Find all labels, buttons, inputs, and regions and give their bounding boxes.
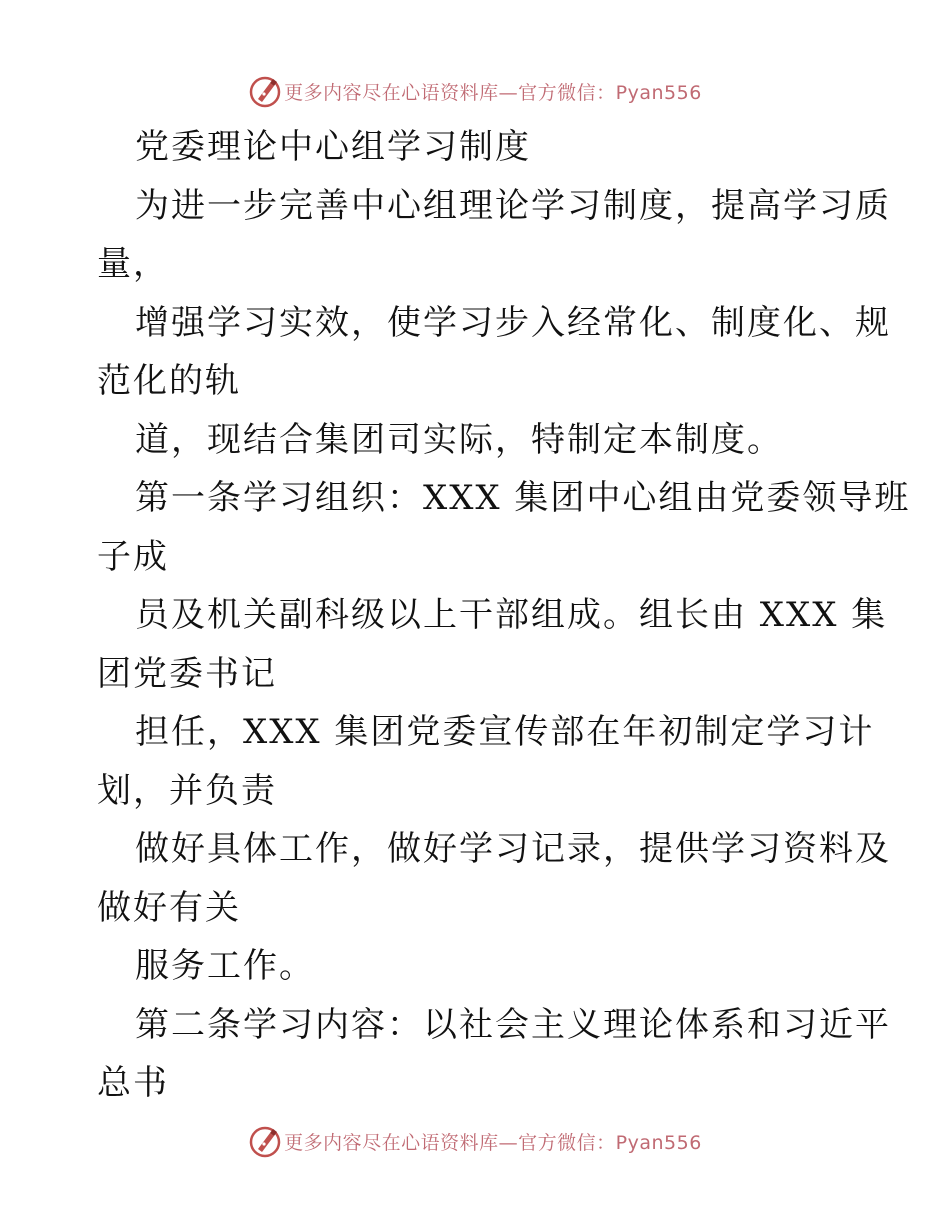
document-title: 党委理论中心组学习制度: [135, 127, 531, 167]
paragraph-line: 划，并负责: [97, 771, 277, 811]
paragraph-line: 团党委书记: [97, 654, 277, 694]
paragraph-line: 总书: [97, 1063, 169, 1103]
paragraph-line: 范化的轨: [97, 361, 241, 401]
header-banner: [0, 71, 950, 111]
banner-wechat-id: Pyan556: [615, 1131, 702, 1154]
paragraph-line: 道，现结合集团司实际，特制定本制度。: [135, 420, 783, 460]
footer-banner: [0, 1121, 950, 1161]
paragraph-line: 量，: [97, 244, 169, 284]
paragraph-line: 员及机关副科级以上干部组成。组长由 XXX 集: [135, 595, 888, 635]
paragraph-line: 担任，XXX 集团党委宣传部在年初制定学习计: [135, 712, 875, 752]
banner-text: [284, 1128, 702, 1155]
paragraph-line: 子成: [97, 537, 169, 577]
fountain-pen-logo-icon: [248, 1124, 282, 1158]
paragraph-line: 做好具体工作，做好学习记录，提供学习资料及: [135, 829, 891, 869]
banner-label: 更多内容尽在心语资料库—官方微信：: [284, 81, 616, 104]
paragraph-line: 做好有关: [97, 888, 241, 928]
fountain-pen-logo-icon: [248, 74, 282, 108]
paragraph-line: 第一条学习组织：XXX 集团中心组由党委领导班: [135, 478, 911, 518]
paragraph-line: 第二条学习内容：以社会主义理论体系和习近平: [135, 1005, 891, 1045]
paragraph-line: 增强学习实效，使学习步入经常化、制度化、规: [135, 303, 891, 343]
paragraph-line: 为进一步完善中心组理论学习制度，提高学习质: [135, 186, 891, 226]
banner-text: [284, 78, 702, 105]
paragraph-line: 服务工作。: [135, 946, 315, 986]
banner-label: 更多内容尽在心语资料库—官方微信：: [284, 1131, 616, 1154]
banner-wechat-id: Pyan556: [615, 81, 702, 104]
